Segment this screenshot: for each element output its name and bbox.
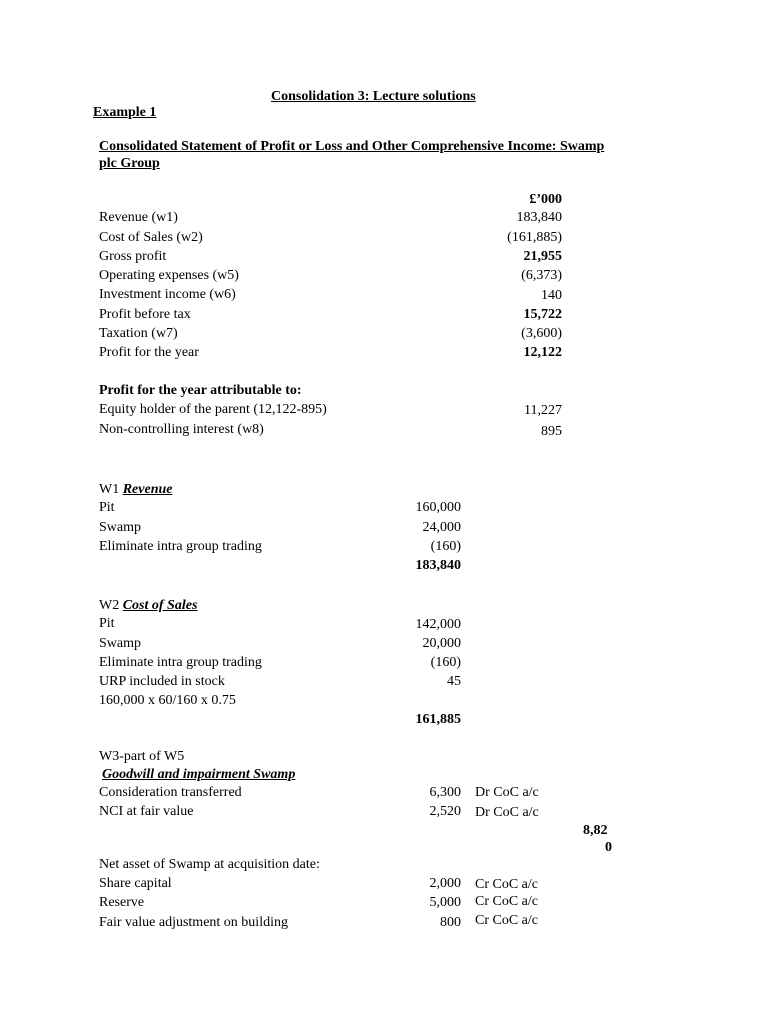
attributable-row-label: Equity holder of the parent (12,122-895) [99,402,327,417]
w3-heading: W3-part of W5 [99,749,185,764]
statement-row-label: Operating expenses (w5) [99,268,239,283]
w3-row-label: Consideration transferred [99,785,242,800]
w2-row-value: (160) [430,655,461,670]
w1-row-value: 24,000 [422,520,461,535]
w2-row-label: Pit [99,616,115,631]
w3-row-value: 2,520 [429,804,461,819]
w2-row-value: 20,000 [422,636,461,651]
net-asset-row-label: Share capital [99,876,172,891]
w2-heading [99,597,197,614]
statement-row-label: Profit for the year [99,345,199,360]
statement-row-value: 12,122 [523,345,562,360]
w2-row-label: Eliminate intra group trading [99,655,262,670]
attributable-row-value: 895 [541,424,562,439]
w1-title: Revenue [122,482,173,497]
attributable-row-label: Non-controlling interest (w8) [99,422,264,437]
w3-subtotal-line2: 0 [605,840,612,855]
statement-row-value: (161,885) [507,230,562,245]
net-asset-row-note: Cr CoC a/c [475,913,538,928]
statement-row-label: Investment income (w6) [99,287,236,302]
statement-row-label: Profit before tax [99,307,191,322]
net-asset-row-label: Reserve [99,895,145,910]
statement-row-label: Cost of Sales (w2) [99,230,203,245]
attributable-heading: Profit for the year attributable to: [99,383,302,398]
w1-row-label: Eliminate intra group trading [99,539,262,554]
w1-row-value: 160,000 [415,500,461,515]
statement-row-value: (3,600) [521,326,562,341]
w3-row-note: Dr CoC a/c [475,785,539,800]
example-heading: Example 1 [93,105,157,120]
statement-row-value: (6,373) [521,268,562,283]
w1-prefix: W1 [99,482,120,497]
w1-row-value: (160) [430,539,461,554]
attributable-row-value: 11,227 [524,403,562,418]
w2-row-label: Swamp [99,636,141,651]
w3-row-label: NCI at fair value [99,804,194,819]
net-asset-row-value: 800 [440,915,461,930]
statement-row-value: 21,955 [523,249,562,264]
w2-row-value: 45 [447,674,461,689]
statement-row-label: Gross profit [99,249,167,264]
statement-title-line1: Consolidated Statement of Profit or Loss and Other Comprehensive Income: Swamp [99,139,605,154]
net-assets-heading: Net asset of Swamp at acquisition date: [99,857,320,872]
w3-row-value: 6,300 [429,785,461,800]
document-title: Consolidation 3: Lecture solutions [271,89,476,104]
w2-row-label: 160,000 x 60/160 x 0.75 [99,693,236,708]
w1-row-label: Swamp [99,520,141,535]
statement-row-value: 140 [541,288,562,303]
statement-row-label: Taxation (w7) [99,326,178,341]
statement-row-value: 183,840 [516,210,562,225]
w2-row-label: URP included in stock [99,674,225,689]
w1-row-label: Pit [99,500,115,515]
w1-heading [99,481,172,498]
w3-subtotal-line1: 8,82 [583,823,608,838]
w1-total: 183,840 [415,558,461,573]
w2-title: Cost of Sales [122,598,198,613]
w3-row-note: Dr CoC a/c [475,805,539,820]
currency-header: £’000 [529,192,562,207]
w3-title-wrap [99,766,295,783]
statement-title-line2: plc Group [99,156,160,171]
net-asset-row-note: Cr CoC a/c [475,877,538,892]
w3-title: Goodwill and impairment Swamp [102,767,296,782]
statement-row-value: 15,722 [523,307,562,322]
statement-row-label: Revenue (w1) [99,210,178,225]
net-asset-row-value: 5,000 [429,895,461,910]
w2-total: 161,885 [415,712,461,727]
net-asset-row-label: Fair value adjustment on building [99,915,288,930]
net-asset-row-value: 2,000 [429,876,461,891]
w2-row-value: 142,000 [415,617,461,632]
net-asset-row-note: Cr CoC a/c [475,894,538,909]
w2-prefix: W2 [99,598,120,613]
